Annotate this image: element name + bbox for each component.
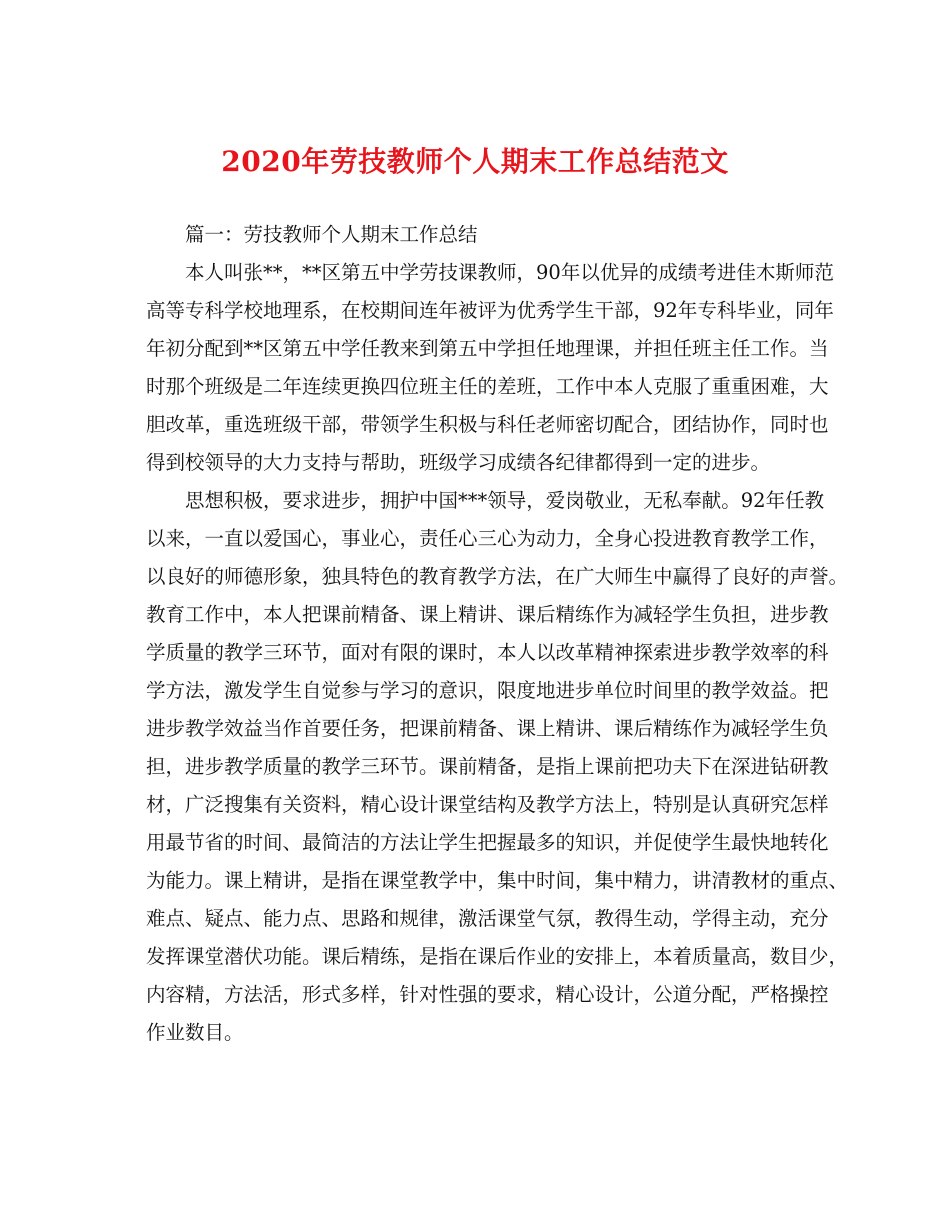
paragraph-line: 高等专科学校地理系，在校期间连年被评为优秀学生干部，92年专科毕业，同年 xyxy=(146,299,834,322)
document-title: 2020年劳技教师个人期末工作总结范文 xyxy=(221,145,729,178)
paragraph-line: 作业数目。 xyxy=(146,1021,244,1044)
document-body xyxy=(146,216,849,1052)
paragraph-line: 教育工作中，本人把课前精备、课上精讲、课后精练作为减轻学生负担，进步教 xyxy=(146,603,829,626)
paragraph-line: 进步教学效益当作首要任务，把课前精备、课上精讲、课后精练作为减轻学生负 xyxy=(146,717,829,740)
paragraph-line: 胆改革，重选班级干部，带领学生积极与科任老师密切配合，团结协作，同时也 xyxy=(146,413,829,436)
paragraph-line: 得到校领导的大力支持与帮助，班级学习成绩各纪律都得到一定的进步。 xyxy=(146,451,771,474)
paragraph-line: 思想积极，要求进步，拥护中国***领导，爱岗敬业，无私奉献。92年任教 xyxy=(185,489,825,512)
paragraph-line: 发挥课堂潜伏功能。课后精练，是指在课后作业的安排上，本着质量高，数目少， xyxy=(146,945,849,968)
paragraph-line: 本人叫张**，**区第五中学劳技课教师，90年以优异的成绩考进佳木斯师范 xyxy=(185,261,834,284)
paragraph-line: 学方法，激发学生自觉参与学习的意识，限度地进步单位时间里的教学效益。把 xyxy=(146,679,829,702)
paragraph-line: 以良好的师德形象，独具特色的教育教学方法，在广大师生中赢得了良好的声誉。 xyxy=(146,565,849,588)
paragraph-line: 为能力。课上精讲，是指在课堂教学中，集中时间，集中精力，讲清教材的重点、 xyxy=(146,869,849,892)
paragraph-line: 以来，一直以爱国心，事业心，责任心三心为动力，全身心投进教育教学工作， xyxy=(146,527,829,550)
paragraph-line: 材，广泛搜集有关资料，精心设计课堂结构及教学方法上，特别是认真研究怎样 xyxy=(146,793,829,816)
paragraph-line: 担，进步教学质量的教学三环节。课前精备，是指上课前把功夫下在深进钻研教 xyxy=(146,755,829,778)
paragraph-line: 学质量的教学三环节，面对有限的课时，本人以改革精神探索进步教学效率的科 xyxy=(146,641,829,664)
paragraph-line: 年初分配到**区第五中学任教来到第五中学担任地理课，并担任班主任工作。当 xyxy=(146,337,829,360)
section-heading: 篇一：劳技教师个人期末工作总结 xyxy=(185,223,478,246)
paragraph-line: 用最节省的时间、最简洁的方法让学生把握最多的知识，并促使学生最快地转化 xyxy=(146,831,829,854)
paragraph-line: 难点、疑点、能力点、思路和规律，激活课堂气氛，教得生动，学得主动，充分 xyxy=(146,907,829,930)
paragraph-line: 时那个班级是二年连续更换四位班主任的差班，工作中本人克服了重重困难，大 xyxy=(146,375,829,398)
paragraph-line: 内容精，方法活，形式多样，针对性强的要求，精心设计，公道分配，严格操控 xyxy=(146,983,829,1006)
